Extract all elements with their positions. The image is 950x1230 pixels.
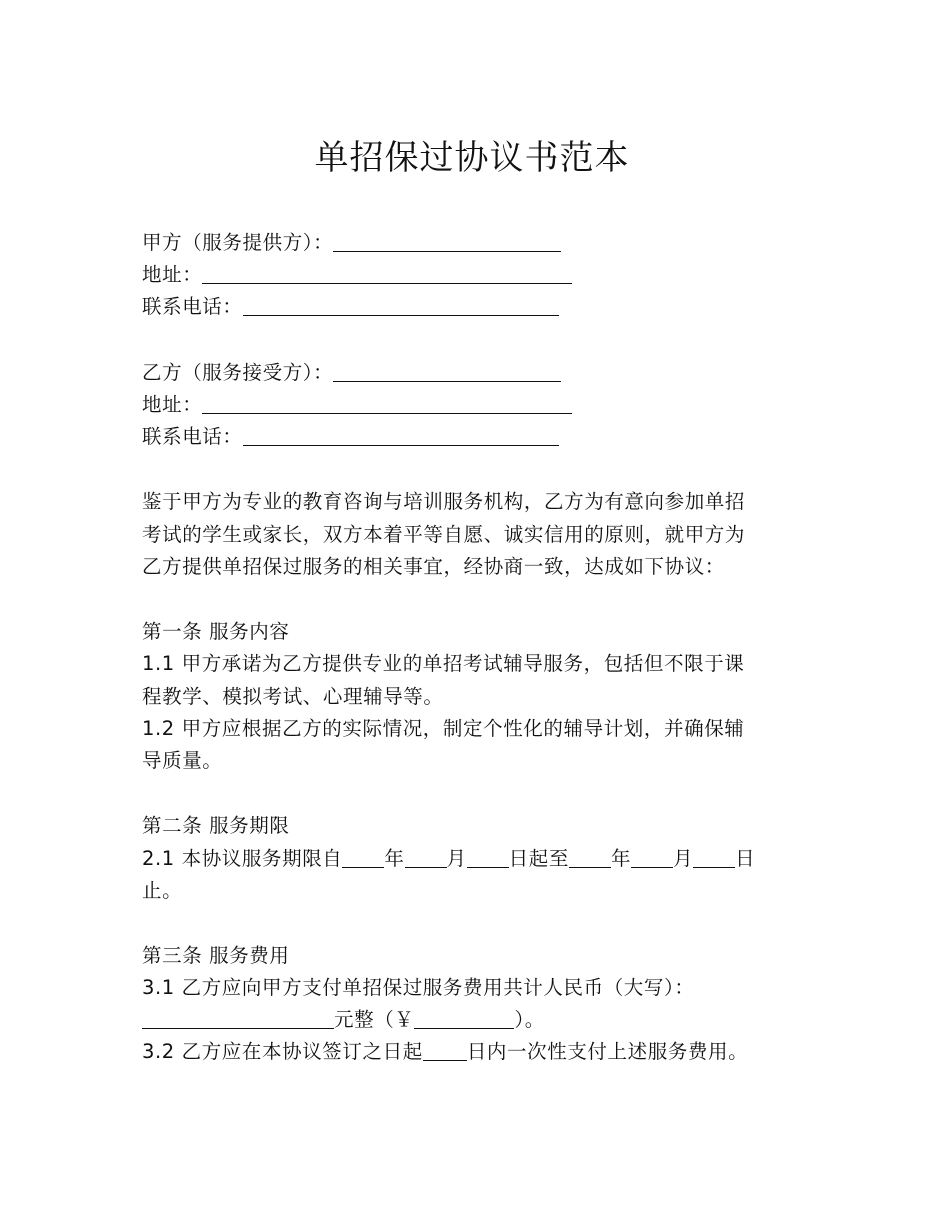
party-a-label: 甲方（服务提供方）： bbox=[142, 231, 334, 254]
party-b-address-line bbox=[142, 389, 802, 421]
party-b-phone-label: 联系电话： bbox=[142, 425, 243, 448]
end-day-blank[interactable] bbox=[693, 847, 735, 868]
day-to-label: 日起至 bbox=[508, 847, 569, 870]
preamble-line: 考试的学生或家长，双方本着平等自愿、诚实信用的原则，就甲方为 bbox=[142, 523, 746, 546]
preamble-line: 鉴于甲方为专业的教育咨询与培训服务机构，乙方为有意向参加单招 bbox=[142, 490, 746, 513]
end-year-blank[interactable] bbox=[569, 847, 611, 868]
article3-line3-prefix: 3.2 乙方应在本协议签订之日起 bbox=[142, 1040, 423, 1063]
party-a-name-blank[interactable] bbox=[333, 231, 561, 252]
article3-line3 bbox=[142, 1036, 802, 1068]
year-label: 年 bbox=[610, 847, 632, 870]
article3-line3-suffix: 日内一次性支付上述服务费用。 bbox=[466, 1040, 749, 1063]
document-title: 单招保过协议书范本 bbox=[314, 138, 630, 178]
month-label: 月 bbox=[446, 847, 467, 870]
start-month-blank[interactable] bbox=[405, 847, 447, 868]
yuan-label: 元整（￥ bbox=[334, 1008, 415, 1031]
article3-heading: 第三条 服务费用 bbox=[142, 944, 290, 967]
party-b-name-blank[interactable] bbox=[333, 361, 561, 382]
amount-words-blank[interactable] bbox=[142, 1008, 334, 1029]
article2-heading: 第二条 服务期限 bbox=[142, 814, 290, 837]
payment-days-blank[interactable] bbox=[423, 1040, 467, 1061]
party-a-phone-label: 联系电话： bbox=[142, 295, 243, 318]
month-label: 月 bbox=[673, 847, 694, 870]
end-month-blank[interactable] bbox=[631, 847, 673, 868]
article2-prefix: 2.1 本协议服务期限自 bbox=[142, 847, 343, 870]
party-b-address-blank[interactable] bbox=[202, 393, 572, 414]
close-paren: ）。 bbox=[514, 1008, 545, 1031]
article2-line1 bbox=[142, 843, 802, 875]
party-a-phone-line bbox=[142, 291, 802, 323]
article1-heading: 第一条 服务内容 bbox=[142, 620, 290, 643]
amount-figures-blank[interactable] bbox=[414, 1008, 514, 1029]
party-a-address-label: 地址： bbox=[142, 263, 203, 286]
article1-line: 1.1 甲方承诺为乙方提供专业的单招考试辅导服务，包括但不限于课 bbox=[142, 652, 745, 675]
party-b-address-label: 地址： bbox=[142, 393, 203, 416]
party-a-line bbox=[142, 227, 802, 259]
article3-line2 bbox=[142, 1004, 802, 1036]
article3-line1: 3.1 乙方应向甲方支付单招保过服务费用共计人民币（大写）： bbox=[142, 976, 695, 999]
article1-line: 1.2 甲方应根据乙方的实际情况，制定个性化的辅导计划，并确保辅 bbox=[142, 717, 745, 740]
party-b-phone-blank[interactable] bbox=[243, 425, 559, 446]
article1-line: 程教学、模拟考试、心理辅导等。 bbox=[142, 685, 444, 708]
year-label: 年 bbox=[384, 847, 405, 870]
party-b-line bbox=[142, 357, 802, 389]
day-label: 日 bbox=[735, 847, 756, 870]
start-year-blank[interactable] bbox=[342, 847, 384, 868]
party-b-label: 乙方（服务接受方）： bbox=[142, 361, 334, 384]
preamble-line: 乙方提供单招保过服务的相关事宜，经协商一致，达成如下协议： bbox=[142, 555, 725, 578]
article1-line: 导质量。 bbox=[142, 749, 223, 772]
party-a-address-line bbox=[142, 259, 802, 291]
party-b-phone-line bbox=[142, 421, 802, 453]
party-a-phone-blank[interactable] bbox=[243, 295, 559, 316]
article2-line2: 止。 bbox=[142, 879, 183, 902]
start-day-blank[interactable] bbox=[467, 847, 509, 868]
party-a-address-blank[interactable] bbox=[202, 263, 572, 284]
